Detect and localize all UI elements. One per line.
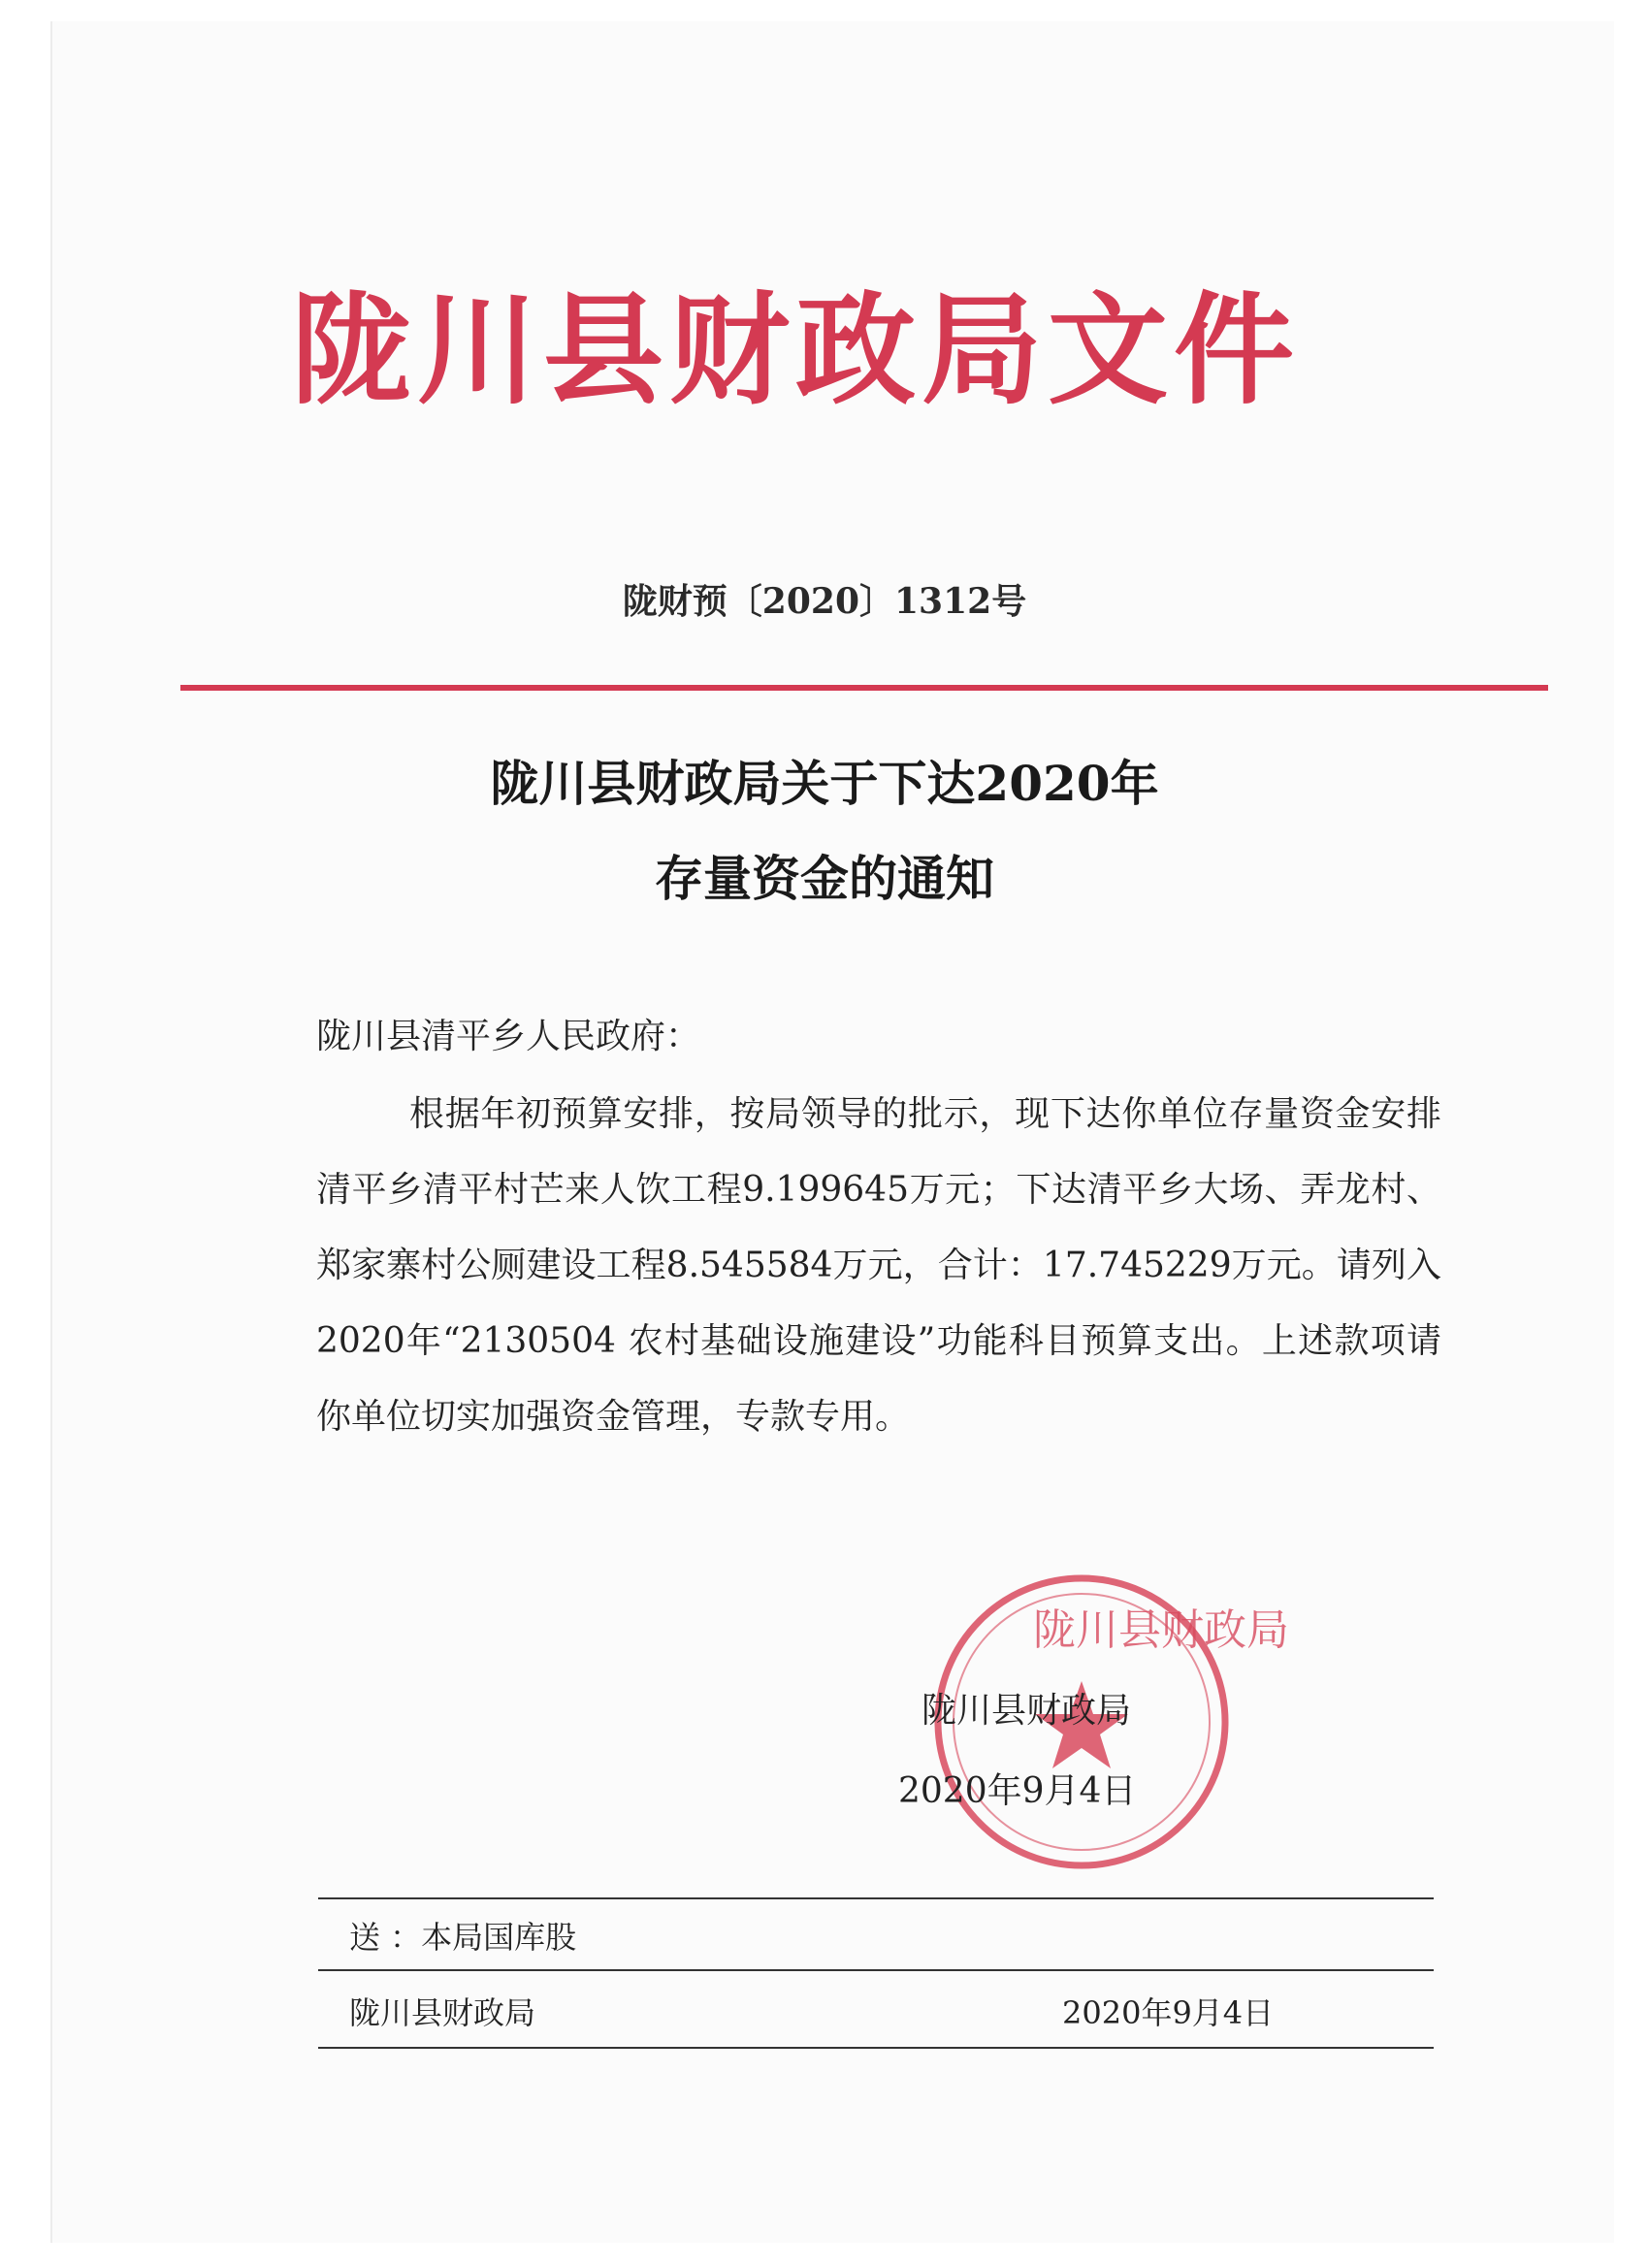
seal-text: 陇川县财政局: [1033, 1605, 1289, 1655]
notice-title-line1: 陇川县财政局关于下达2020年: [490, 755, 1159, 812]
red-divider-line: [180, 685, 1548, 691]
addressee: 陇川县清平乡人民政府：: [316, 1017, 701, 1056]
masthead-title: 陇川县财政局文件: [291, 280, 1301, 421]
body-paragraph: 根据年初预算安排，按局领导的批示，现下达你单位存量资金安排清平乡清平村芒来人饮工程9.199645万元；下达清平乡大场、弄龙村、郑家寨村公厕建设工程8.545584万元，合计：17.745229万元。请列入2020年“2130504 农村基础设施建设”功能科目预算支出。上述款项请你单位切实加强资金管理，专款专用。: [316, 1094, 1441, 1437]
copy-to-line: 送 ：本局国库股: [349, 1919, 577, 1956]
footer-issue-date: 2020年9月4日: [1062, 1994, 1275, 2031]
signature-organization: 陇川县财政局: [922, 1691, 1132, 1731]
footer-rule-bottom: [318, 2047, 1434, 2049]
footer-rule-top: [318, 1897, 1434, 1899]
footer-issuer: 陇川县财政局: [349, 1994, 536, 2031]
signature-date: 2020年9月4日: [898, 1771, 1137, 1811]
notice-title-line2: 存量资金的通知: [655, 850, 994, 907]
footer-rule-middle: [318, 1969, 1434, 1971]
document-number: 陇财预〔2020〕1312号: [622, 581, 1027, 622]
